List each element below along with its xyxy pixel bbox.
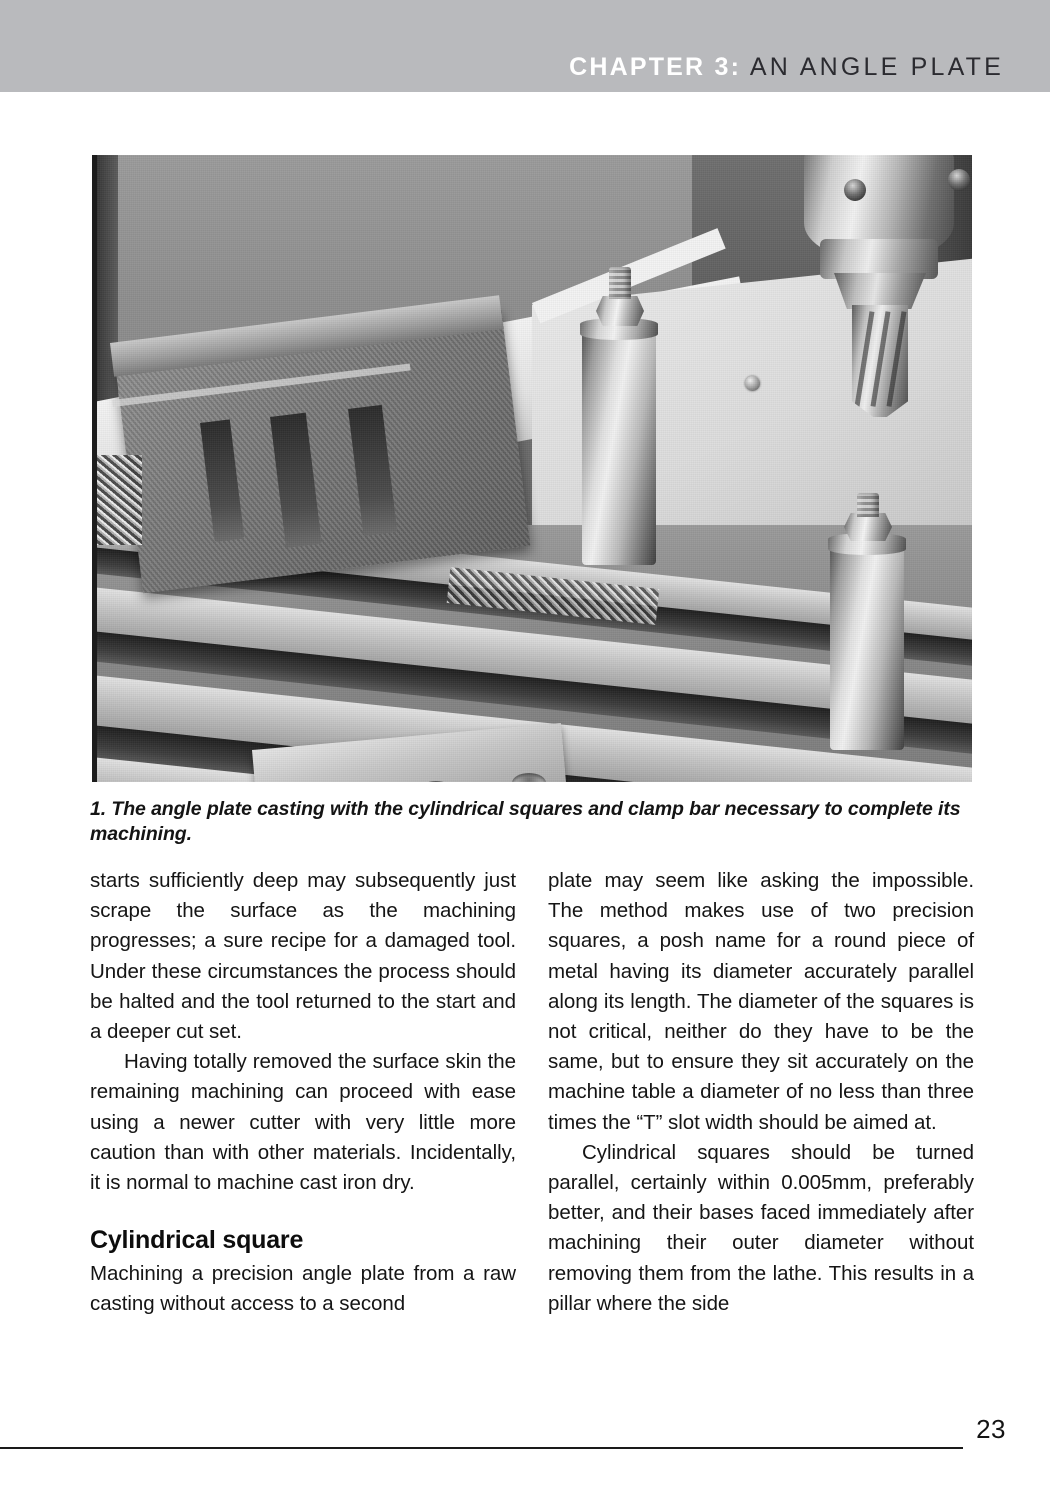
photo-chuck-key-hole — [844, 179, 866, 201]
running-header-text — [569, 55, 1004, 80]
figure-photograph — [92, 155, 972, 782]
paragraph: starts sufficiently deep may subsequently just scrape the surface as the machining progresses; a sure recipe for a damaged tool. Under these circumstances the process should be halted and the tool returned to the start and a deeper cut set. — [90, 869, 516, 1044]
left-column — [90, 866, 516, 1316]
running-header-bar — [0, 0, 1050, 92]
photo-scan-edge — [92, 155, 97, 782]
photo-plate-screw — [745, 376, 760, 391]
footer-rule — [0, 1447, 963, 1449]
figure-caption: 1. The angle plate casting with the cylindrical squares and clamp bar necessary to complete its machining. — [90, 798, 961, 845]
photo-cylindrical-square-short — [830, 540, 904, 750]
photo-cylindrical-square-tall-stud — [609, 267, 631, 299]
photo-cylindrical-square-short-stud — [857, 493, 879, 517]
right-column — [548, 866, 974, 1315]
page-number: 23 — [976, 1414, 1006, 1444]
photo-cylindrical-square-tall — [582, 325, 656, 565]
paragraph: Cylindrical squares should be turned parallel, certainly within 0.005mm, preferably better, and their bases faced immediately after machining their outer diameter without removing them from the lathe. This results in a pillar where the side — [548, 1140, 974, 1315]
photo-cylindrical-square-short-nut — [844, 513, 892, 541]
paragraph: plate may seem like asking the impossible. The method makes use of two precision squares, a posh name for a round piece of metal having its diameter accurately parallel along its length. The diameter of the squares is not critical, neither do they have to be the same, but to ensure they sit accurately on the machine table a diameter of no less than three times the “T” slot width should be aimed at. — [548, 869, 974, 1134]
chapter-label: CHAPTER 3: — [569, 53, 742, 81]
photo-end-mill-cutter — [852, 305, 908, 417]
photo-chuck-key-hole — [948, 169, 970, 191]
section-heading-cylindrical-square: Cylindrical square — [90, 1226, 304, 1255]
photo-swarf-chips — [96, 455, 142, 545]
body-columns — [90, 866, 974, 1316]
photo-chuck-jaws — [834, 273, 926, 309]
chapter-title: AN ANGLE PLATE — [741, 53, 1004, 81]
photo-cylindrical-square-tall-nut — [596, 296, 644, 326]
photo-machining-setup — [92, 155, 972, 782]
paragraph: Having totally removed the surface skin the remaining machining can proceed with ease using a newer cutter with very little more caution than with other materials. Incidentally, it is normal to machine cast iron dry. — [90, 1050, 516, 1195]
paragraph: Machining a precision angle plate from a raw casting without access to a second — [90, 1262, 516, 1316]
